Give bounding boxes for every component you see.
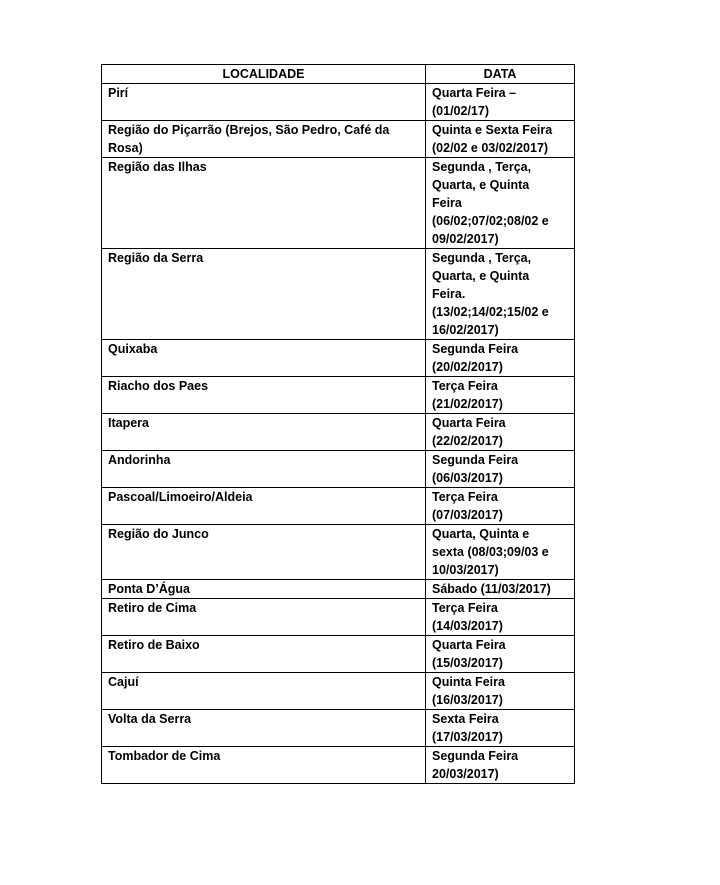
data-text: (06/02;07/02;08/02 e bbox=[432, 214, 549, 228]
data-text: Quarta Feira bbox=[432, 416, 506, 430]
data-text: Quarta, Quinta e bbox=[432, 527, 530, 541]
data-text: (13/02;14/02;15/02 e bbox=[432, 305, 549, 319]
table-row bbox=[102, 377, 575, 414]
data-cell bbox=[426, 747, 575, 784]
localidade-cell bbox=[102, 84, 426, 121]
data-text: Terça Feira bbox=[432, 379, 498, 393]
localidade-text: Riacho dos Paes bbox=[108, 379, 209, 393]
table-row bbox=[102, 580, 575, 599]
data-text: Quarta, e Quinta bbox=[432, 269, 530, 283]
data-cell bbox=[426, 710, 575, 747]
data-text: (06/03/2017) bbox=[432, 471, 503, 485]
data-text: sexta (08/03;09/03 e bbox=[432, 545, 549, 559]
data-text: (17/03/2017) bbox=[432, 730, 503, 744]
data-cell bbox=[426, 525, 575, 580]
table-row bbox=[102, 414, 575, 451]
localidade-text: Volta da Serra bbox=[108, 712, 192, 726]
localidade-text: Região da Serra bbox=[108, 251, 204, 265]
data-cell bbox=[426, 488, 575, 525]
table-row bbox=[102, 673, 575, 710]
data-cell bbox=[426, 636, 575, 673]
localidade-text: Tombador de Cima bbox=[108, 749, 221, 763]
table-row bbox=[102, 451, 575, 488]
data-text: Feira bbox=[432, 196, 462, 210]
localidade-cell bbox=[102, 377, 426, 414]
data-cell bbox=[426, 673, 575, 710]
table-row bbox=[102, 488, 575, 525]
localidade-cell bbox=[102, 636, 426, 673]
data-cell bbox=[426, 414, 575, 451]
localidade-cell bbox=[102, 340, 426, 377]
localidade-text: Pirí bbox=[108, 86, 129, 100]
data-cell bbox=[426, 249, 575, 340]
localidade-text: Ponta D’Água bbox=[108, 582, 190, 596]
localidade-cell bbox=[102, 249, 426, 340]
localidade-cell bbox=[102, 488, 426, 525]
data-text: (16/03/2017) bbox=[432, 693, 503, 707]
localidade-text: Região do Junco bbox=[108, 527, 209, 541]
data-text: (14/03/2017) bbox=[432, 619, 503, 633]
data-cell bbox=[426, 451, 575, 488]
data-cell bbox=[426, 580, 575, 599]
schedule-table bbox=[101, 64, 575, 784]
data-text: Quarta, e Quinta bbox=[432, 178, 530, 192]
table-row bbox=[102, 158, 575, 249]
localidade-cell bbox=[102, 599, 426, 636]
table-row bbox=[102, 249, 575, 340]
data-text: Terça Feira bbox=[432, 490, 498, 504]
data-text: (21/02/2017) bbox=[432, 397, 503, 411]
data-cell bbox=[426, 377, 575, 414]
table-row bbox=[102, 710, 575, 747]
localidade-text: Região do Piçarrão (Brejos, São Pedro, Café da bbox=[108, 123, 390, 137]
localidade-cell bbox=[102, 121, 426, 158]
localidade-cell bbox=[102, 414, 426, 451]
data-text: Segunda Feira bbox=[432, 749, 519, 763]
localidade-text: Região das Ilhas bbox=[108, 160, 207, 174]
table-row bbox=[102, 636, 575, 673]
data-text: (22/02/2017) bbox=[432, 434, 503, 448]
data-text: (07/03/2017) bbox=[432, 508, 503, 522]
data-cell bbox=[426, 158, 575, 249]
table-row bbox=[102, 84, 575, 121]
header-data: DATA bbox=[426, 65, 575, 84]
localidade-cell bbox=[102, 580, 426, 599]
data-text: Segunda Feira bbox=[432, 342, 519, 356]
data-text: 16/02/2017) bbox=[432, 323, 499, 337]
localidade-text: Retiro de Baixo bbox=[108, 638, 200, 652]
table-row bbox=[102, 121, 575, 158]
localidade-cell bbox=[102, 158, 426, 249]
table-header-row bbox=[102, 65, 575, 84]
data-text: Quinta e Sexta Feira bbox=[432, 123, 553, 137]
data-cell bbox=[426, 84, 575, 121]
table-row bbox=[102, 525, 575, 580]
table-row bbox=[102, 599, 575, 636]
header-localidade: LOCALIDADE bbox=[102, 65, 426, 84]
table-body bbox=[102, 84, 575, 784]
data-text: Quinta Feira bbox=[432, 675, 505, 689]
localidade-cell bbox=[102, 451, 426, 488]
localidade-text: Retiro de Cima bbox=[108, 601, 197, 615]
data-text: Quarta Feira – bbox=[432, 86, 517, 100]
data-text: 09/02/2017) bbox=[432, 232, 499, 246]
localidade-text: Rosa) bbox=[108, 141, 143, 155]
data-text: Segunda , Terça, bbox=[432, 160, 532, 174]
data-text: 10/03/2017) bbox=[432, 563, 499, 577]
localidade-cell bbox=[102, 673, 426, 710]
data-text: Segunda Feira bbox=[432, 453, 519, 467]
localidade-text: Quixaba bbox=[108, 342, 158, 356]
data-cell bbox=[426, 121, 575, 158]
data-text: Sábado (11/03/2017) bbox=[432, 582, 551, 596]
localidade-text: Pascoal/Limoeiro/Aldeia bbox=[108, 490, 253, 504]
localidade-cell bbox=[102, 747, 426, 784]
localidade-cell bbox=[102, 525, 426, 580]
data-text: Segunda , Terça, bbox=[432, 251, 532, 265]
data-text: (02/02 e 03/02/2017) bbox=[432, 141, 549, 155]
data-text: Quarta Feira bbox=[432, 638, 506, 652]
data-cell bbox=[426, 340, 575, 377]
data-text: (01/02/17) bbox=[432, 104, 489, 118]
data-cell bbox=[426, 599, 575, 636]
localidade-text: Andorinha bbox=[108, 453, 171, 467]
data-text: (15/03/2017) bbox=[432, 656, 503, 670]
localidade-text: Itapera bbox=[108, 416, 149, 430]
localidade-cell bbox=[102, 710, 426, 747]
localidade-text: Cajuí bbox=[108, 675, 139, 689]
data-text: Terça Feira bbox=[432, 601, 498, 615]
data-text: Feira. bbox=[432, 287, 466, 301]
data-text: (20/02/2017) bbox=[432, 360, 503, 374]
table-row bbox=[102, 340, 575, 377]
data-text: Sexta Feira bbox=[432, 712, 499, 726]
data-text: 20/03/2017) bbox=[432, 767, 499, 781]
table-row bbox=[102, 747, 575, 784]
